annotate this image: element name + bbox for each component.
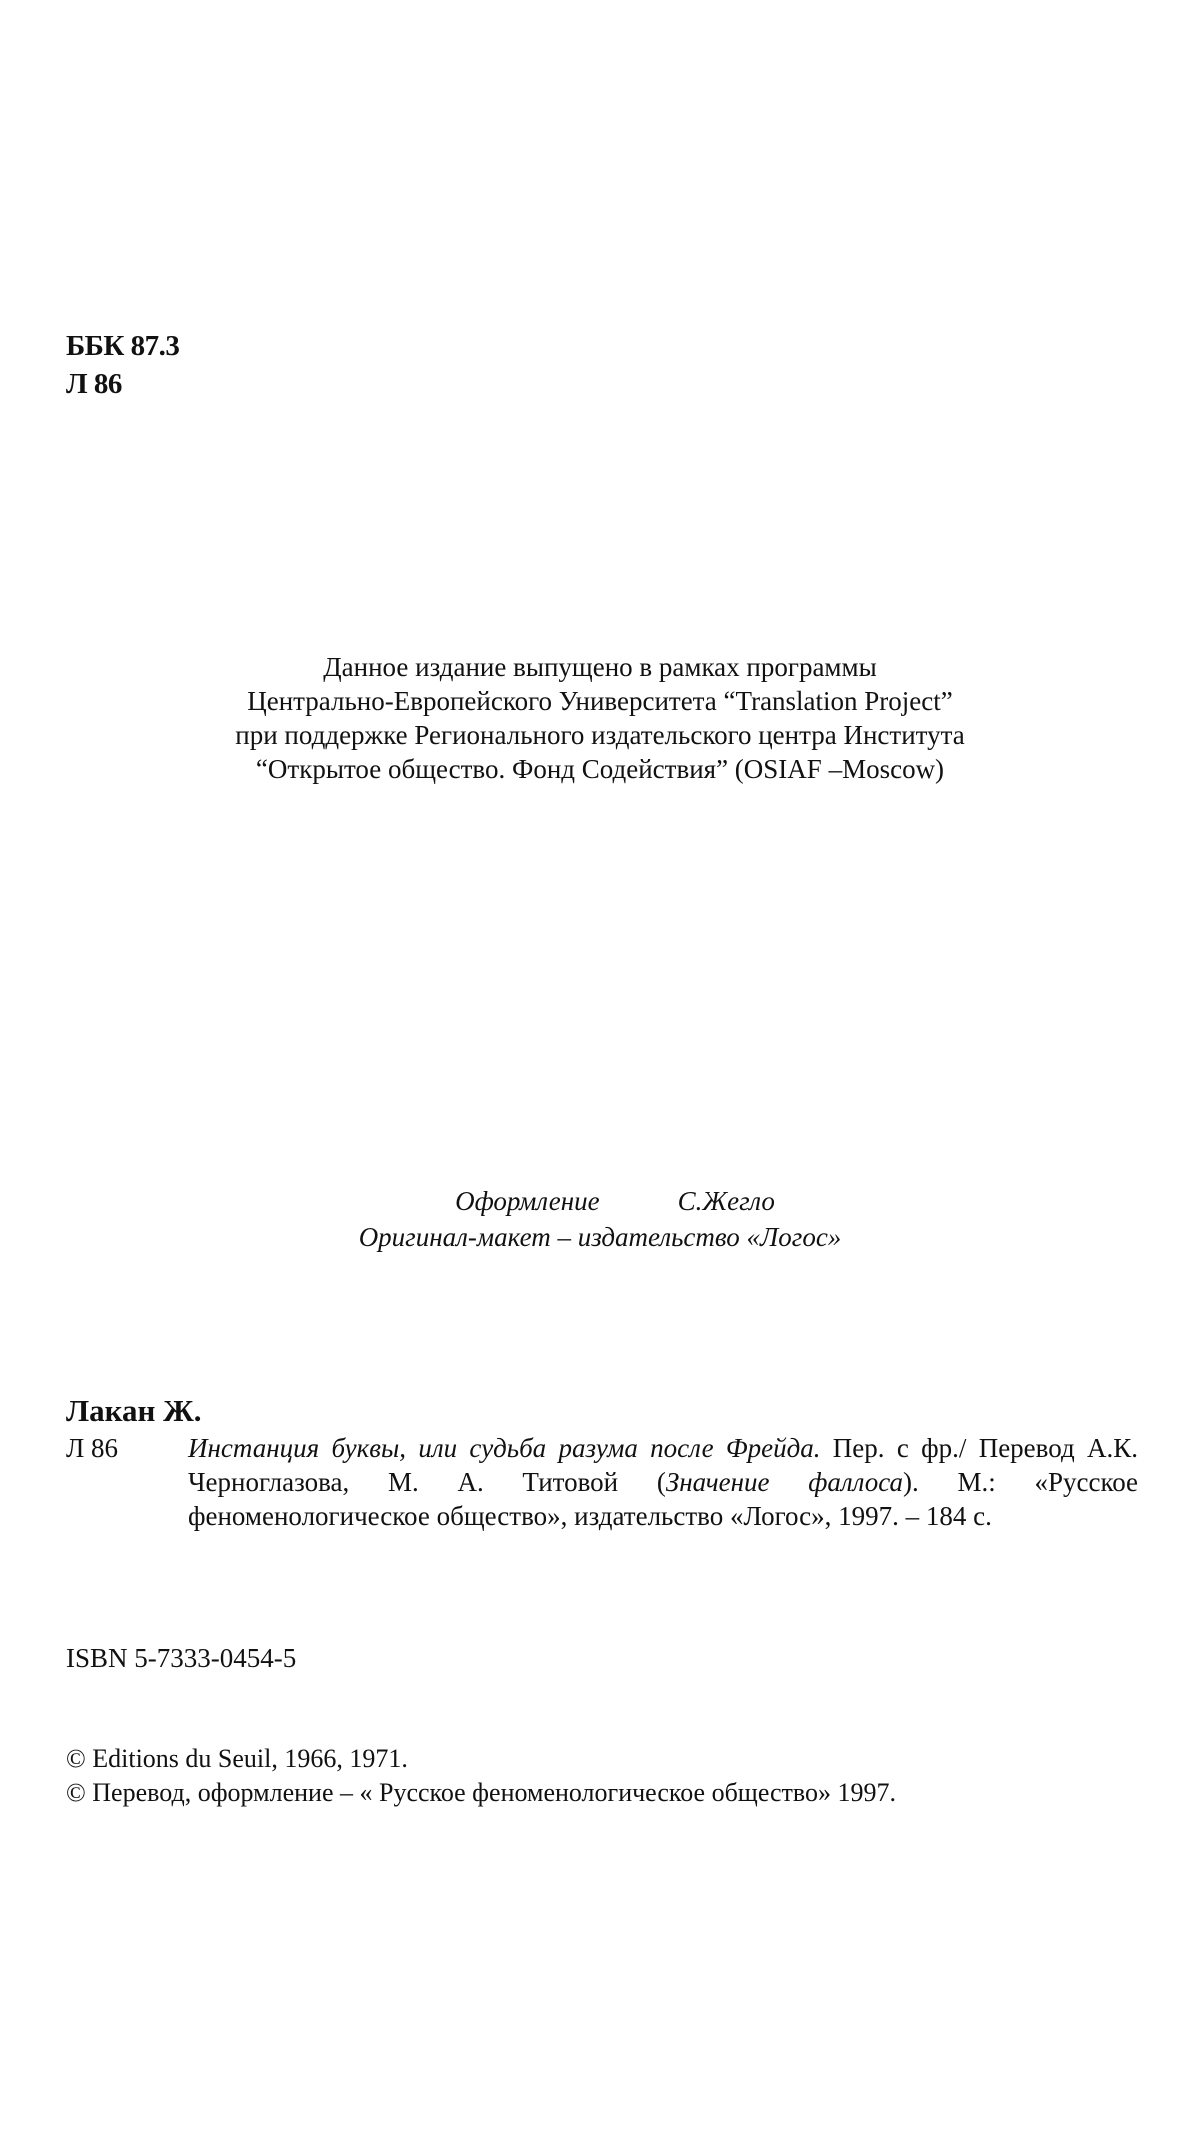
design-label: Оформление — [455, 1186, 600, 1216]
bibliographic-author: Лакан Ж. — [66, 1393, 202, 1428]
program-note-line: “Открытое общество. Фонд Содействия” (OSIAF –Moscow) — [255, 754, 945, 784]
layout-credit: Оригинал-макет – издательство «Логос» — [358, 1222, 842, 1252]
bibliographic-code: Л 86 — [66, 1433, 119, 1463]
program-note-line: при поддержке Регионального издательского центра Института — [235, 720, 965, 750]
bibliographic-entry — [188, 1431, 1138, 1533]
design-credits — [0, 1183, 1200, 1255]
copyright-line: © Editions du Seuil, 1966, 1971. — [66, 1744, 408, 1773]
book-title: Инстанция буквы, или судьба разума после Фрейда. — [188, 1433, 821, 1463]
copyright-block — [66, 1742, 896, 1810]
design-person: С.Жегло — [677, 1186, 775, 1216]
program-note — [0, 650, 1200, 786]
author-code: Л 86 — [66, 368, 122, 400]
book-subtitle: Значение фаллоса — [665, 1467, 904, 1497]
design-credit-row — [0, 1183, 1200, 1219]
translation-info: Пер. с фр./ Перевод А.К. Черноглазова, М. А. Титовой ( — [188, 1433, 1138, 1497]
publisher-info: ). М.: «Русское феноменологическое общество», издательство «Логос», 1997. – 184 с. — [188, 1467, 1139, 1531]
classification-block — [66, 327, 179, 403]
isbn: ISBN 5-7333-0454-5 — [66, 1643, 297, 1673]
program-note-line: Данное издание выпущено в рамках программы — [323, 652, 877, 682]
bbk-code: ББК 87.3 — [66, 330, 180, 362]
program-note-line: Центрально-Европейского Университета “Translation Project” — [247, 686, 953, 716]
copyright-line: © Перевод, оформление – « Русское феноменологическое общество» 1997. — [66, 1778, 897, 1807]
